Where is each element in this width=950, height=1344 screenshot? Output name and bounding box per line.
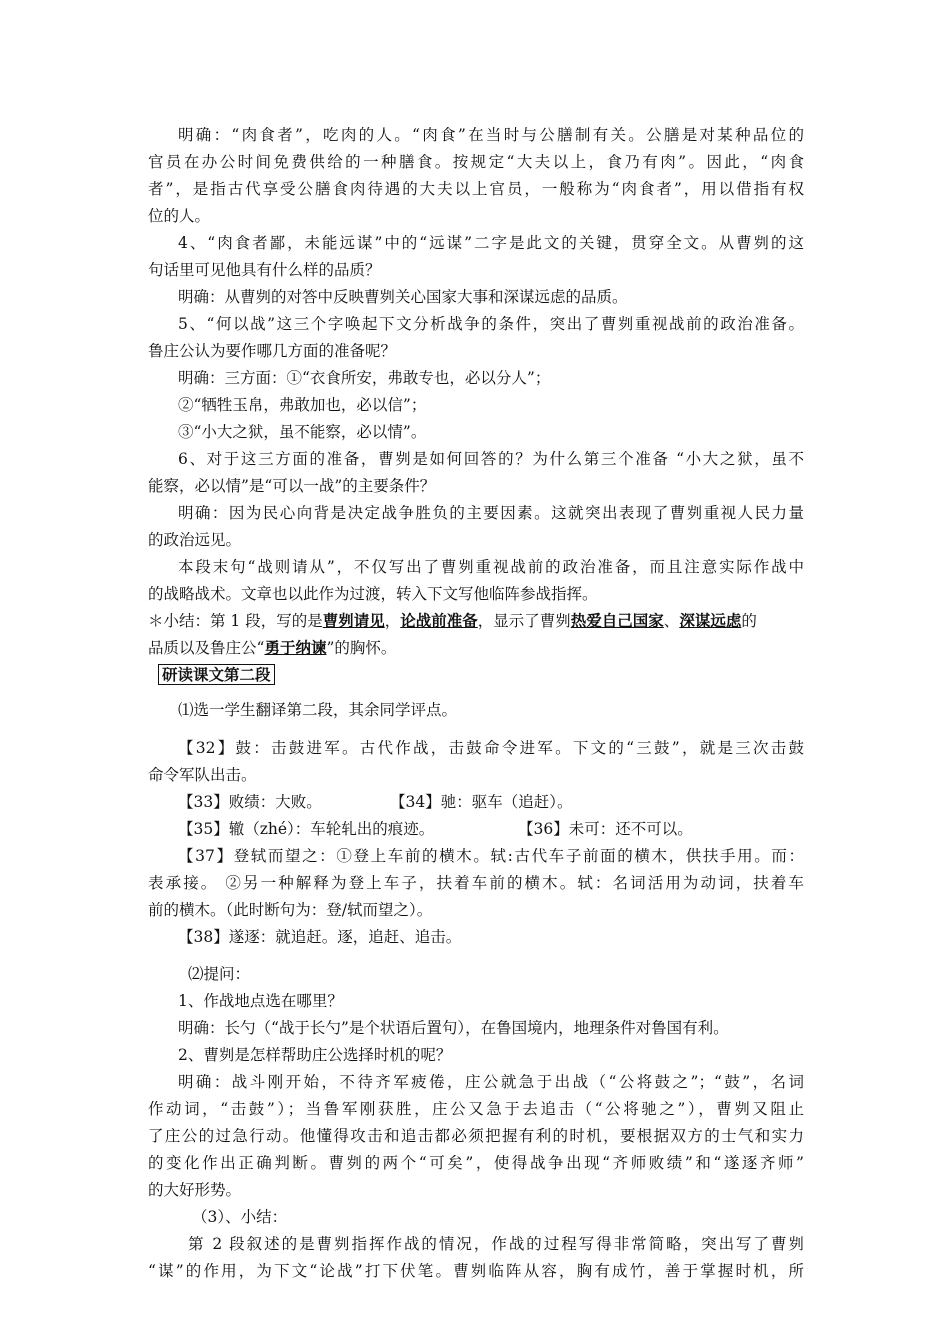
answer-line: 明确：从曹刿的对答中反映曹刿关心国家大事和深谋远虑的品质。 xyxy=(178,288,628,306)
note-line: 【32】鼓：击鼓进军。古代作战，击鼓命令进军。下文的“三鼓”，就是三次击鼓 xyxy=(178,739,804,757)
key-phrase: 深谋远虑 xyxy=(679,611,742,630)
paragraph-line: “谋”的作用，为下文“论战”打下伏笔。曹刿临阵从容，胸有成竹，善于掌握时机，所 xyxy=(148,1262,804,1280)
question-line: 6、对于这三方面的准备，曹刿是如何回答的？为什么第三个准备 “小大之狱，虽不 xyxy=(178,450,804,468)
answer-line: ②“牺牲玉帛，弗敢加也，必以信”； xyxy=(178,396,427,414)
answer-line: 明确：三方面：①“衣食所安，弗敢专也，必以分人”； xyxy=(178,369,551,387)
answer-line: 明确：因为民心向背是决定战争胜负的主要因素。这就突出表现了曹刿重视人民力量 xyxy=(178,504,804,522)
subheading: ⑵提问： xyxy=(188,965,251,983)
answer-line: 的政治远见。 xyxy=(148,531,242,549)
subheading: （3）、小结： xyxy=(192,1208,288,1226)
paragraph-line: 位的人。 xyxy=(148,207,211,225)
note-line: 【38】遂逐：就追赶。逐，追赶、追击。 xyxy=(178,928,462,946)
question-line: 句话里可见他具有什么样的品质？ xyxy=(148,261,381,279)
instruction-line: ⑴选一学生翻译第二段，其余同学评点。 xyxy=(178,701,458,719)
answer-line: 的变化作出正确判断。曹刿的两个“可矣”，使得战争出现“齐师败绩”和“遂逐齐师” xyxy=(148,1154,804,1172)
section-heading: 研读课文第二段 xyxy=(158,663,275,687)
answer-line: 的大好形势。 xyxy=(148,1181,242,1199)
key-phrase: 曹刿请见 xyxy=(322,611,385,630)
paragraph-line: 第 2 段叙述的是曹刿指挥作战的情况，作战的过程写得非常简略，突出写了曹刿 xyxy=(188,1235,804,1253)
question-line: 5、“何以战”这三个字唤起下文分析战争的条件，突出了曹刿重视战前的政治准备。 xyxy=(178,315,804,333)
paragraph-line: 者”，是指古代享受公膳食肉待遇的大夫以上官员，一般称为“肉食者”，用以借指有权 xyxy=(148,180,804,198)
paragraph-line: 官员在办公时间免费供给的一种膳食。按规定“大夫以上，食乃有肉”。因此，“肉食 xyxy=(148,153,804,171)
question-line: 4、“肉食者鄙，未能远谋”中的“远谋”二字是此文的关键，贯穿全文。从曹刿的这 xyxy=(178,234,804,252)
paragraph-line: 明确：“肉食者”，吃肉的人。“肉食”在当时与公膳制有关。公膳是对某种品位的 xyxy=(178,126,804,144)
note-line: 【35】辙（zhé）：车轮轧出的痕迹。 xyxy=(178,820,435,838)
question-line: 2、曹刿是怎样帮助庄公选择时机的呢？ xyxy=(178,1046,452,1064)
question-line: 能察，必以情”是“可以一战”的主要条件？ xyxy=(148,477,436,495)
note-line: 【36】未可：还不可以。 xyxy=(518,820,693,838)
paragraph-line: 的战略战术。文章也以此作为过渡，转入下文写他临阵参战指挥。 xyxy=(148,585,598,603)
question-line: 鲁庄公认为要作哪几方面的准备呢？ xyxy=(148,342,397,360)
key-phrase: 论战前准备 xyxy=(400,611,478,630)
note-line: 前的横木。（此时断句为：登/轼而望之）。 xyxy=(148,901,433,919)
key-phrase: 热爱自己国家 xyxy=(570,611,664,630)
paragraph-line: 本段末句“战则请从”，不仅写出了曹刿重视战前的政治准备，而且注意实际作战中 xyxy=(178,558,804,576)
note-line: 命令军队出击。 xyxy=(148,766,257,784)
note-line: 【33】败绩：大败。 xyxy=(178,793,322,811)
note-line: 【34】驰：驱车（追赶）。 xyxy=(390,793,573,811)
answer-line: 明确：战斗刚开始，不待齐军疲倦，庄公就急于出战（“公将鼓之”；“鼓”，名词 xyxy=(178,1073,804,1091)
summary-line: ＊小结：第 1 段，写的是曹刿请见，论战前准备，显示了曹刿热爱自己国家、深谋远虑的 xyxy=(148,611,757,630)
summary-line: 品质以及鲁庄公“勇于纳谏”的胸怀。 xyxy=(148,638,397,657)
question-line: 1、作战地点选在哪里？ xyxy=(178,992,343,1010)
answer-line: 作动词，“击鼓”）；当鲁军刚获胜，庄公又急于去追击（“公将驰之”），曹刿又阻止 xyxy=(148,1100,804,1118)
note-line: 【37】登轼而望之：①登上车前的横木。轼:古代车子前面的横木，供扶手用。而： xyxy=(178,847,804,865)
answer-line: 明确：长勺（“战于长勺”是个状语后置句），在鲁国境内，地理条件对鲁国有利。 xyxy=(178,1019,729,1037)
key-phrase: 勇于纳谏 xyxy=(264,638,327,657)
note-line: 表承接。 ②另一种解释为登上车子，扶着车前的横木。轼：名词活用为动词，扶着车 xyxy=(148,874,804,892)
answer-line: ③“小大之狱，虽不能察，必以情”。 xyxy=(178,423,427,441)
answer-line: 了庄公的过急行动。他懂得攻击和追击都必须把握有利的时机，要根据双方的士气和实力 xyxy=(148,1127,804,1145)
